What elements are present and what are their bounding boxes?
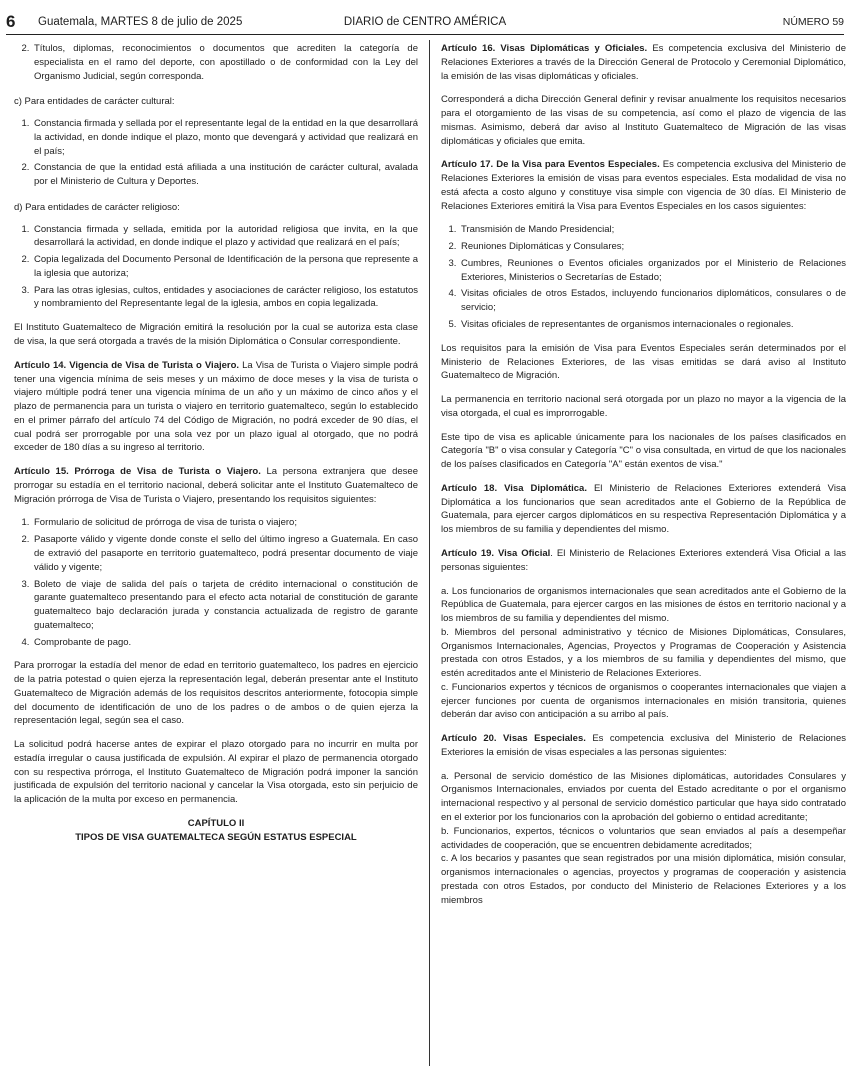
paragraph: La permanencia en territorio nacional será otorgada por un plazo no mayor a la vigencia de la visa otorgada, el cual es improrrogable. — [441, 394, 846, 419]
cultural-list — [14, 117, 418, 189]
article-title: Artículo 20. Visas Especiales. — [441, 733, 586, 745]
article-title: Artículo 14. Vigencia de Visa de Turista o Viajero. — [14, 359, 240, 371]
article-body: Es competencia exclusiva del Ministerio de Relaciones Exteriores la emisión de visas para eventos especiales. Esta modalidad de visa no está afecta a costo alguno y constituye visa simple con vigencia de 30 días. El Ministerio de Relaciones Exteriores emitirá la Visa para Eventos Especiales en los casos siguientes: — [441, 159, 846, 212]
list-item: a. Personal de servicio doméstico de las Misiones diplomáticas, autoridades Consulares y Organismos Internacionales, enviados por cuenta del Estado acreditante o por el organismo internacional respectivo y al personal de servicio doméstico particular que haya sido contratado en el exterior por los funcionarios con la aprobación del gobierno o entidad acreditante; — [441, 770, 846, 823]
list-item: 1. Transmisión de Mando Presidencial; — [459, 223, 846, 237]
article-body: Es competencia exclusiva del Ministerio de Relaciones Exteriores la emisión de visas especiales a las personas siguientes: — [441, 733, 846, 758]
list-item: 1. Constancia firmada y sellada por el representante legal de la entidad en la que desarrollará la actividad, en donde indique el plazo, monto que devengará y actividad que realizará en el país; — [32, 117, 418, 158]
article-16 — [441, 42, 846, 83]
list-item: 3. Cumbres, Reuniones o Eventos oficiales organizados por el Ministerio de Relaciones Exteriores, Ministerios o Secretarías de Estado; — [459, 257, 846, 285]
article-title: Artículo 19. Visa Oficial — [441, 547, 551, 559]
paragraph: La solicitud podrá hacerse antes de expirar el plazo otorgado para no incurrir en multa por estadía irregular o causa justificada de expulsión. Al expirar el plazo de permanencia otorgado con su respectiva prórroga, el Instituto Guatemalteco de Migración podrá imponer la sanción justificada de expulsión del territorio nacional y cancelar la Visa otorgada, esto sin perjuicio de la aplicación de la multa por exceso en permanencia. — [14, 739, 418, 806]
prorroga-requirements-list — [14, 516, 418, 649]
page-header — [6, 10, 844, 35]
article-title: Artículo 17. De la Visa para Eventos Especiales. — [441, 159, 660, 171]
left-column — [14, 42, 418, 1066]
article-title: Artículo 16. Visas Diplomáticas y Oficiales. — [441, 43, 648, 54]
list-item: 2. Reuniones Diplomáticas y Consulares; — [459, 240, 846, 254]
religioso-list — [14, 223, 418, 312]
article-body: Es competencia exclusiva del Ministerio de Relaciones Exteriores a través de la Dirección General de Protocolo y Ceremonial Diplomático, la emisión de las visas diplomáticas y oficiales. — [441, 43, 846, 82]
section-heading-cultural: c) Para entidades de carácter cultural: — [14, 96, 175, 108]
article-title: Artículo 15. Prórroga de Visa de Turista o Viajero. — [14, 466, 261, 478]
list-item: 1. Formulario de solicitud de prórroga de visa de turista o viajero; — [32, 516, 418, 530]
article-20-items — [441, 770, 846, 908]
deporte-list — [14, 42, 418, 83]
chapter-number: CAPÍTULO II — [187, 817, 245, 829]
article-15 — [14, 465, 418, 506]
eventos-especiales-list — [441, 223, 846, 331]
article-17 — [441, 158, 846, 213]
article-14 — [14, 359, 418, 455]
list-item: c. Funcionarios expertos y técnicos de organismos o cooperantes internacionales que viajen a ejercer funciones por cuenta de organismos internacionales en misión transitoria, quienes deberán dar aviso con anticipación a su arribo al país. — [441, 681, 846, 721]
list-item: 4. Visitas oficiales de otros Estados, incluyendo funcionarios diplomáticos, consulares o de servicio; — [459, 287, 846, 315]
right-column — [441, 42, 846, 1066]
list-item: 4. Comprobante de pago. — [32, 636, 418, 650]
section-heading-religioso: d) Para entidades de carácter religioso: — [14, 201, 180, 213]
list-item: 5. Visitas oficiales de representantes de organismos internacionales o regionales. — [459, 318, 846, 332]
column-divider — [429, 40, 430, 1066]
issue-number: NÚMERO 59 — [782, 16, 844, 28]
list-item: b. Miembros del personal administrativo y técnico de Misiones Diplomáticas, Consulares, Organismos Internacionales, Agencias, Proyectos y Programas de Cooperación y Asistencia prestada con otros Estados, y a los miembros de su familia y dependientes del mismo, que estén acreditados ante el Ministerio de Relaciones Exteriores. — [441, 626, 846, 680]
list-item: b. Funcionarios, expertos, técnicos o voluntarios que sean enviados al país a desempeñar actividades de cooperación, que se encuentren debidamente acreditados; — [441, 825, 846, 851]
article-19 — [441, 547, 846, 575]
list-item: 2. Pasaporte válido y vigente donde conste el sello del último ingreso a Guatemala. En caso de extravió del pasaporte en territorio guatemalteco, podrá presentar documento de viaje válido y vigente; — [32, 533, 418, 574]
article-body: La persona extranjera que desee prorrogar su estadía en el territorio nacional, deberá solicitar ante el Instituto Guatemalteco de Migración prórroga de Visa de Turista o Viajero, presentando los requisitos siguientes: — [14, 466, 418, 505]
chapter-heading — [14, 817, 418, 845]
article-20 — [441, 732, 846, 760]
list-item: 2. Títulos, diplomas, reconocimientos o documentos que acrediten la categoría de especialista en el ramo del deporte, con apostillado o de conformidad con la Ley del Organismo Judicial, según corresponda. — [32, 42, 418, 83]
paragraph: Este tipo de visa es aplicable únicamente para los nacionales de los países clasificados en Categoría "B" o visa consular y Categoría "C" o visa consultada, en virtud de que los nacionales de los países clasificados en Categoría "A" están exentos de visa." — [441, 431, 846, 471]
article-19-items — [441, 585, 846, 723]
article-title: Artículo 18. Visa Diplomática. — [441, 482, 587, 494]
article-body: . El Ministerio de Relaciones Exteriores extenderá Visa Oficial a las personas siguientes: — [441, 547, 846, 573]
article-18 — [441, 482, 846, 537]
list-item: 2. Copia legalizada del Documento Personal de Identificación de la persona que represente a la iglesia que autoriza; — [32, 253, 418, 281]
article-body: El Ministerio de Relaciones Exteriores extenderá Visa Diplomática a los funcionarios que sean acreditados ante el Gobierno de la República de Guatemala, para ejercer cargos diplomáticos en su respectiva Representación Diplomática y a los miembros de su familia y dependientes del mismo. — [441, 482, 846, 536]
paragraph: El Instituto Guatemalteco de Migración emitirá la resolución por la cual se autoriza esta clase de visa, la que será otorgada a través de la misión Diplomática o Consular correspondiente. — [14, 322, 418, 348]
list-item: c. A los becarios y pasantes que sean registrados por una misión diplomática, misión consular, organismos internacionales o agencias, proyectos y programas de cooperación y asistencia prestada con otros Estados, por conducto del Ministerio de Relaciones Exteriores y a los miembros — [441, 853, 846, 906]
publication-date: Guatemala, MARTES 8 de julio de 2025 — [38, 16, 243, 28]
article-body: La Visa de Turista o Viajero simple podrá tener una vigencia mínima de seis meses y un máximo de doce meses y la visa de turista o viajero múltiple podrá tener una vigencia mínima de un año y un máximo de cinco años y el plazo de permanencia para un turista o viajero en territorio guatemalteco, según lo establecido en el primer párrafo del artículo 74 del Código de Migración, no podrá exceder de 90 días, el cual podrá ser prorrogable por una sola vez por un plazo igual al otorgado, que no podrá exceder de 180 días a su ingreso al territorio. — [14, 359, 418, 454]
list-item: 3. Boleto de viaje de salida del país o tarjeta de crédito internacional o constitución de garante guatemalteco presentando para el efecto acta notarial de constitución de garante guatemalteco bajo declaración jurada y constancia actualizada de registro de garante guatemalteco; — [32, 578, 418, 633]
list-item: 2. Constancia de que la entidad está afiliada a una institución de carácter cultural, avalada por el Ministerio de Cultura y Deportes. — [32, 161, 418, 189]
chapter-title: TIPOS DE VISA GUATEMALTECA SEGÚN ESTATUS ESPECIAL — [75, 831, 357, 843]
list-item: a. Los funcionarios de organismos internacionales que sean acreditados ante el Gobierno de la República de Guatemala, para ejercer cargos en las misiones de éstos en territorio nacional y a los miembros de su familia y dependientes del mismo. — [441, 585, 846, 625]
page-number: 6 — [6, 12, 16, 31]
paragraph: Los requisitos para la emisión de Visa para Eventos Especiales serán determinados por el Ministerio de Relaciones Exteriores, de las visas emitidas se dará aviso al Instituto Guatemalteco de Migración. — [441, 342, 846, 382]
newspaper-name: DIARIO de CENTRO AMÉRICA — [343, 16, 507, 28]
list-item: 3. Para las otras iglesias, cultos, entidades y asociaciones de carácter religioso, los estatutos y nombramiento del Representante legal de la iglesia, ambos en copia legalizada. — [32, 284, 418, 312]
paragraph: Corresponderá a dicha Dirección General definir y revisar anualmente los requisitos necesarios para el otorgamiento de las visas de su competencia, así como el plazo de vigencia de las mismas. Asimismo, deberá dar aviso al Instituto Guatemalteco de Migración de las visas diplomáticas y oficiales que emita. — [441, 94, 846, 147]
list-item: 1. Constancia firmada y sellada, emitida por la autoridad religiosa que invita, en la que desarrollará la actividad, en donde indique el plazo y actividad que realizará en el país; — [32, 223, 418, 251]
paragraph: Para prorrogar la estadía del menor de edad en territorio guatemalteco, los padres en ejercicio de la patria potestad o quien ejerza la representación legal, deberán presentar ante el Instituto Guatemalteco de Migración además de los requisitos descritos anteriormente, fotocopia simple del documento de identificación de uno de los padres o de ambos o de quien ejerza la representación legal, según sea el caso. — [14, 660, 418, 727]
